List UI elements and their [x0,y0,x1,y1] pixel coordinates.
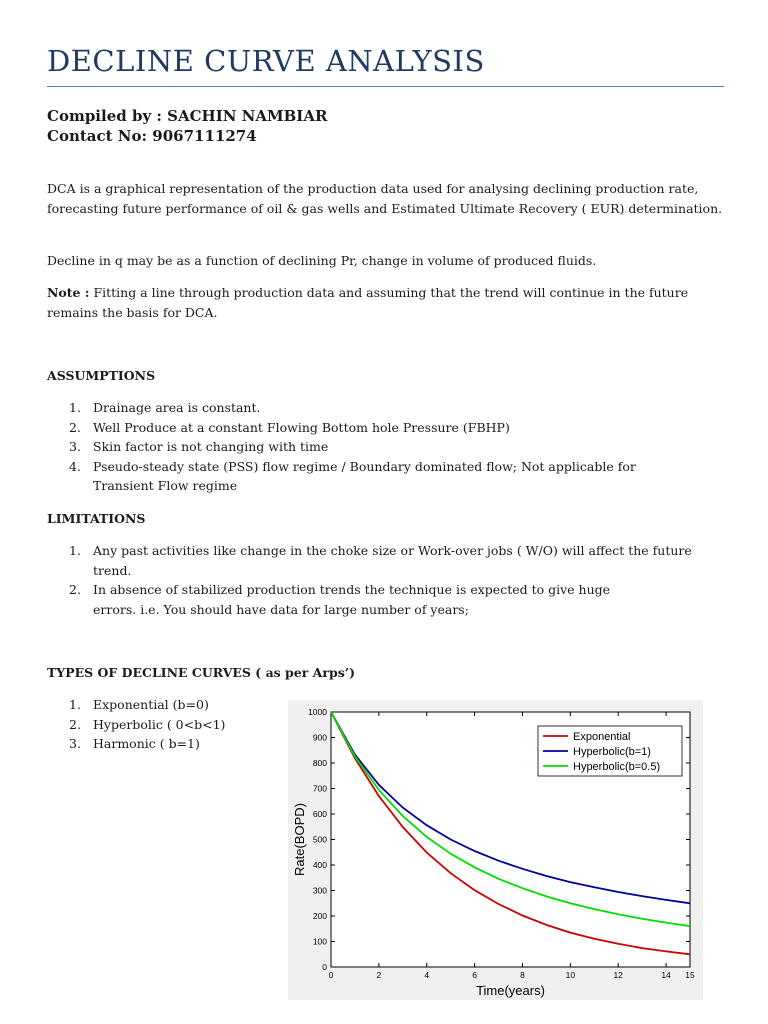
x-tick-label: 6 [472,970,477,980]
x-tick-label: 15 [685,970,695,980]
y-tick-label: 800 [312,758,327,768]
y-tick-label: 900 [312,732,327,743]
x-tick-label: 10 [565,970,576,980]
list-item: 1. Drainage area is constant. [69,400,261,415]
list-item: 1. Exponential (b=0) [69,697,209,712]
note-text: Fitting a line through production data and assuming that the trend will continue in the future remains the basis for DCA. [47,285,689,320]
author-block [47,106,327,146]
note-label: Note : [47,285,90,300]
assumptions-list [47,398,727,496]
legend-entry: Hyperbolic(b=0.5) [573,761,661,773]
x-tick-label: 4 [424,970,430,980]
y-tick-label: 300 [312,885,327,896]
x-axis-label: Time(years) [476,983,545,998]
y-tick-label: 400 [312,860,327,870]
compiled-by: Compiled by : SACHIN NAMBIAR [47,107,328,125]
y-tick-label: 100 [312,936,327,947]
decline-paragraph: Decline in q may be as a function of declining Pr, change in volume of produced fluids. [47,253,597,268]
list-item: 3. Harmonic ( b=1) [69,736,200,751]
title-divider [47,86,724,87]
assumptions-heading: ASSUMPTIONS [47,368,156,383]
y-axis-label: Rate(BOPD) [292,803,307,876]
list-item: 2. Well Produce at a constant Flowing Bottom hole Pressure (FBHP) [69,419,510,435]
chart-svg [288,700,703,1000]
y-tick-label: 0 [322,962,327,972]
y-tick-label: 1000 [308,707,327,717]
x-tick-label: 0 [328,970,334,980]
list-item: 4. Pseudo-steady state (PSS) flow regime / Boundary dominated flow; Not applicable for Transient Flow regime [69,458,636,493]
x-tick-label: 14 [661,970,671,980]
list-item: 2. In absence of stabilized production trends the technique is expected to give huge errors. i.e. You should have data for large number of years; [69,582,611,617]
list-item: 2. Hyperbolic ( 0<b<1) [69,716,226,732]
x-tick-label: 12 [613,970,623,980]
legend-entry: Exponential [573,731,631,743]
list-item: 3. Skin factor is not changing with time [69,439,329,454]
y-tick-label: 600 [312,809,327,819]
contact-number: Contact No: 9067111274 [47,127,257,145]
limitations-heading: LIMITATIONS [47,511,146,526]
legend-entry: Hyperbolic(b=1) [573,746,651,758]
list-item: 1. Any past activities like change in the choke size or Work-over jobs ( W/O) will affect the future trend. [69,543,692,578]
x-tick-label: 8 [520,970,525,980]
y-tick-label: 200 [312,911,327,921]
limitations-list [47,541,727,619]
note-paragraph [47,283,727,322]
y-tick-label: 700 [312,783,327,794]
x-tick-label: 2 [376,970,382,980]
y-tick-label: 500 [312,834,327,845]
decline-curve-chart [288,700,703,1000]
intro-paragraph: DCA is a graphical representation of the production data used for analysing declining production rate, forecasting future performance of oil & gas wells and Estimated Ultimate Recovery ( EUR) determination. [47,181,723,216]
page-title: DECLINE CURVE ANALYSIS [47,44,485,78]
types-heading: TYPES OF DECLINE CURVES ( as per Arps’) [47,665,356,680]
